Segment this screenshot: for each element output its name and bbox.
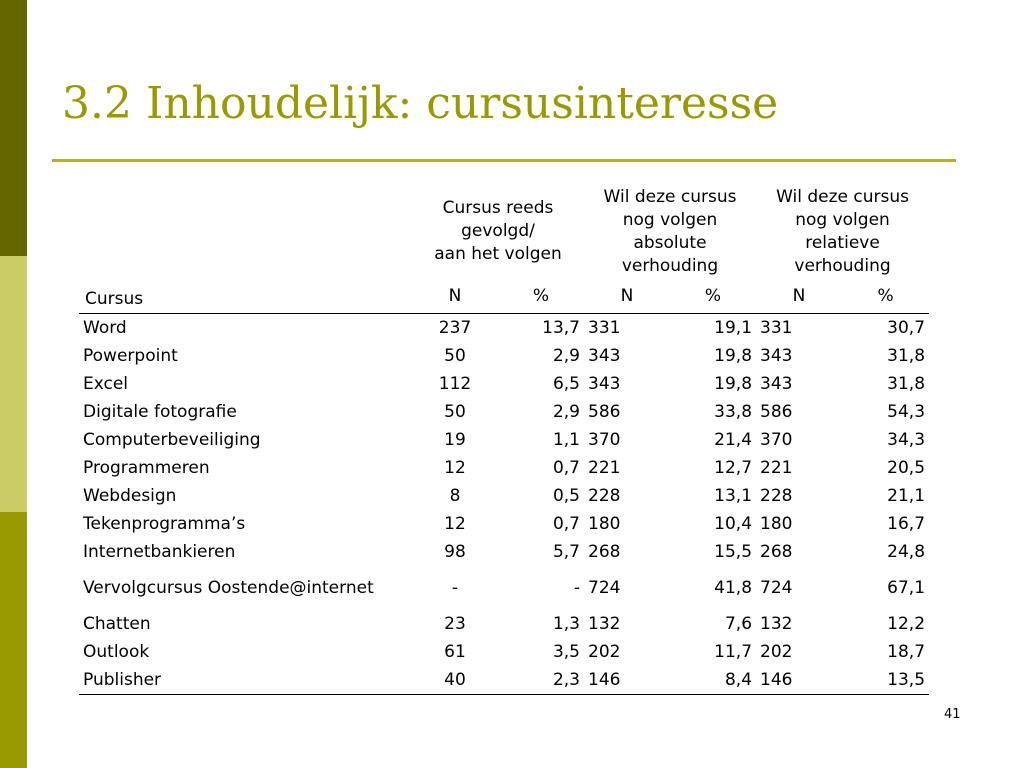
- absolute-n-cell: 228: [588, 486, 621, 506]
- followed-n-cell: 112: [438, 374, 472, 394]
- table-body: [79, 314, 929, 695]
- course-name-cell: Programmeren: [83, 458, 210, 478]
- followed-n-cell: -: [451, 578, 459, 598]
- followed-pct-cell: -: [573, 578, 580, 598]
- followed-n-cell: 61: [444, 642, 466, 662]
- followed-pct-cell: 1,1: [552, 430, 580, 450]
- table-row: [79, 398, 929, 426]
- followed-pct-cell: 2,3: [498, 666, 584, 695]
- header-line: nog volgen: [622, 209, 718, 230]
- header-pct: %: [704, 286, 722, 306]
- relative-pct-cell: 31,8: [887, 374, 926, 394]
- relative-n-cell: 331: [756, 314, 842, 343]
- followed-pct-cell: 13,7: [498, 314, 584, 343]
- followed-n-cell: 237: [412, 314, 498, 343]
- relative-pct-cell: 16,7: [887, 514, 926, 534]
- absolute-n-cell: 146: [584, 666, 670, 695]
- header-group-relative: [756, 184, 929, 279]
- followed-pct-cell: 2,9: [552, 346, 580, 366]
- course-name-cell: Chatten: [83, 614, 151, 634]
- absolute-n-cell: 268: [588, 542, 621, 562]
- header-group-followed: [412, 184, 584, 279]
- relative-pct-cell: 12,2: [887, 614, 926, 634]
- relative-n-cell: 146: [756, 666, 842, 695]
- relative-pct-cell: 13,5: [842, 666, 929, 695]
- relative-n-cell: 132: [760, 614, 793, 634]
- relative-n-cell: 228: [760, 486, 793, 506]
- followed-n-cell: 50: [444, 346, 466, 366]
- relative-pct-cell: 34,3: [887, 430, 926, 450]
- absolute-n-cell: 343: [588, 374, 621, 394]
- table-row: [79, 370, 929, 398]
- absolute-n-cell: 724: [588, 578, 621, 598]
- absolute-n-cell: 331: [584, 314, 670, 343]
- absolute-n-cell: 132: [588, 614, 621, 634]
- header-line: aan het volgen: [434, 244, 562, 264]
- relative-pct-cell: 67,1: [887, 578, 926, 598]
- absolute-n-cell: 343: [588, 346, 621, 366]
- slide-number: 41: [944, 707, 961, 722]
- header-line: relatieve: [805, 232, 880, 253]
- absolute-pct-cell: 12,7: [714, 458, 753, 478]
- table-row: [79, 454, 929, 482]
- header-n: N: [620, 286, 634, 306]
- followed-pct-cell: 5,7: [552, 542, 580, 562]
- absolute-pct-cell: 8,4: [670, 666, 756, 695]
- absolute-pct-cell: 33,8: [714, 402, 753, 422]
- followed-n-cell: 19: [444, 430, 466, 450]
- table-row: [79, 342, 929, 370]
- absolute-n-cell: 202: [588, 642, 621, 662]
- header-line: absolute: [633, 232, 707, 253]
- absolute-pct-cell: 7,6: [724, 614, 753, 634]
- course-name-cell: Outlook: [83, 642, 150, 662]
- absolute-n-cell: 586: [588, 402, 621, 422]
- relative-pct-cell: 20,5: [887, 458, 926, 478]
- followed-pct-cell: 2,9: [552, 402, 580, 422]
- course-name-cell: Publisher: [79, 666, 412, 695]
- sidebar-segment-dark: [0, 0, 27, 256]
- relative-n-cell: 343: [760, 374, 793, 394]
- followed-pct-cell: 3,5: [552, 642, 580, 662]
- header-cursus: Cursus: [85, 289, 144, 309]
- header-pct: %: [877, 286, 894, 306]
- header-line: gevolgd/: [461, 221, 535, 241]
- relative-pct-cell: 30,7: [842, 314, 929, 343]
- absolute-n-cell: 370: [588, 430, 621, 450]
- course-name-cell: Internetbankieren: [83, 542, 236, 562]
- header-line: Cursus reeds: [442, 198, 554, 218]
- course-name-cell: Vervolgcursus Oostende@internet: [83, 578, 374, 598]
- course-interest-table: [79, 184, 929, 695]
- relative-pct-cell: 31,8: [887, 346, 926, 366]
- absolute-n-cell: 221: [588, 458, 621, 478]
- sidebar-segment-light: [0, 256, 27, 512]
- followed-n-cell: 23: [444, 614, 466, 634]
- relative-n-cell: 202: [760, 642, 793, 662]
- absolute-pct-cell: 21,4: [714, 430, 753, 450]
- absolute-pct-cell: 19,8: [714, 374, 753, 394]
- table-row: [79, 566, 929, 610]
- absolute-pct-cell: 10,4: [714, 514, 753, 534]
- table-row: [79, 666, 929, 695]
- table-row: [79, 426, 929, 454]
- followed-n-cell: 98: [444, 542, 466, 562]
- relative-pct-cell: 18,7: [887, 642, 926, 662]
- header-line: Wil deze cursus: [776, 186, 909, 207]
- course-name-cell: Tekenprogramma’s: [83, 514, 246, 534]
- followed-pct-cell: 6,5: [552, 374, 580, 394]
- relative-pct-cell: 21,1: [887, 486, 926, 506]
- course-name-cell: Word: [79, 314, 412, 343]
- table-row: [79, 538, 929, 566]
- table-row: [79, 482, 929, 510]
- relative-n-cell: 724: [760, 578, 793, 598]
- followed-pct-cell: 0,5: [552, 486, 580, 506]
- relative-n-cell: 370: [760, 430, 793, 450]
- header-line: nog volgen: [795, 209, 890, 230]
- followed-pct-cell: 0,7: [552, 458, 580, 478]
- relative-n-cell: 180: [760, 514, 793, 534]
- course-name-cell: Excel: [83, 374, 129, 394]
- header-line: verhouding: [794, 255, 891, 276]
- absolute-pct-cell: 15,5: [714, 542, 753, 562]
- header-pct: %: [532, 286, 550, 306]
- absolute-pct-cell: 13,1: [714, 486, 753, 506]
- table-row: [79, 314, 929, 343]
- table-row: [79, 610, 929, 638]
- sidebar-decoration: [0, 0, 27, 768]
- relative-pct-cell: 24,8: [887, 542, 926, 562]
- course-name-cell: Digitale fotografie: [83, 402, 237, 422]
- header-n: N: [792, 286, 806, 306]
- sidebar-segment-mid: [0, 512, 27, 768]
- followed-pct-cell: 0,7: [552, 514, 580, 534]
- header-line: Wil deze cursus: [603, 186, 737, 207]
- course-name-cell: Webdesign: [83, 486, 177, 506]
- followed-n-cell: 8: [449, 486, 461, 506]
- absolute-pct-cell: 19,8: [714, 346, 753, 366]
- relative-n-cell: 221: [760, 458, 793, 478]
- relative-n-cell: 343: [760, 346, 793, 366]
- header-line: verhouding: [621, 255, 719, 276]
- table-row: [79, 510, 929, 538]
- header-n: N: [448, 286, 462, 306]
- slide-title: 3.2 Inhoudelijk: cursusinteresse: [62, 78, 779, 129]
- header-group-absolute: [584, 184, 756, 279]
- followed-n-cell: 50: [444, 402, 466, 422]
- followed-pct-cell: 1,3: [552, 614, 580, 634]
- absolute-pct-cell: 11,7: [714, 642, 753, 662]
- table-row: [79, 638, 929, 666]
- relative-pct-cell: 54,3: [887, 402, 926, 422]
- followed-n-cell: 12: [444, 458, 466, 478]
- followed-n-cell: 40: [412, 666, 498, 695]
- absolute-pct-cell: 19,1: [670, 314, 756, 343]
- relative-n-cell: 268: [760, 542, 793, 562]
- title-underline: [52, 159, 956, 162]
- course-name-cell: Powerpoint: [83, 346, 178, 366]
- course-name-cell: Computerbeveiliging: [83, 430, 261, 450]
- absolute-n-cell: 180: [588, 514, 621, 534]
- followed-n-cell: 12: [444, 514, 466, 534]
- relative-n-cell: 586: [760, 402, 793, 422]
- absolute-pct-cell: 41,8: [714, 578, 753, 598]
